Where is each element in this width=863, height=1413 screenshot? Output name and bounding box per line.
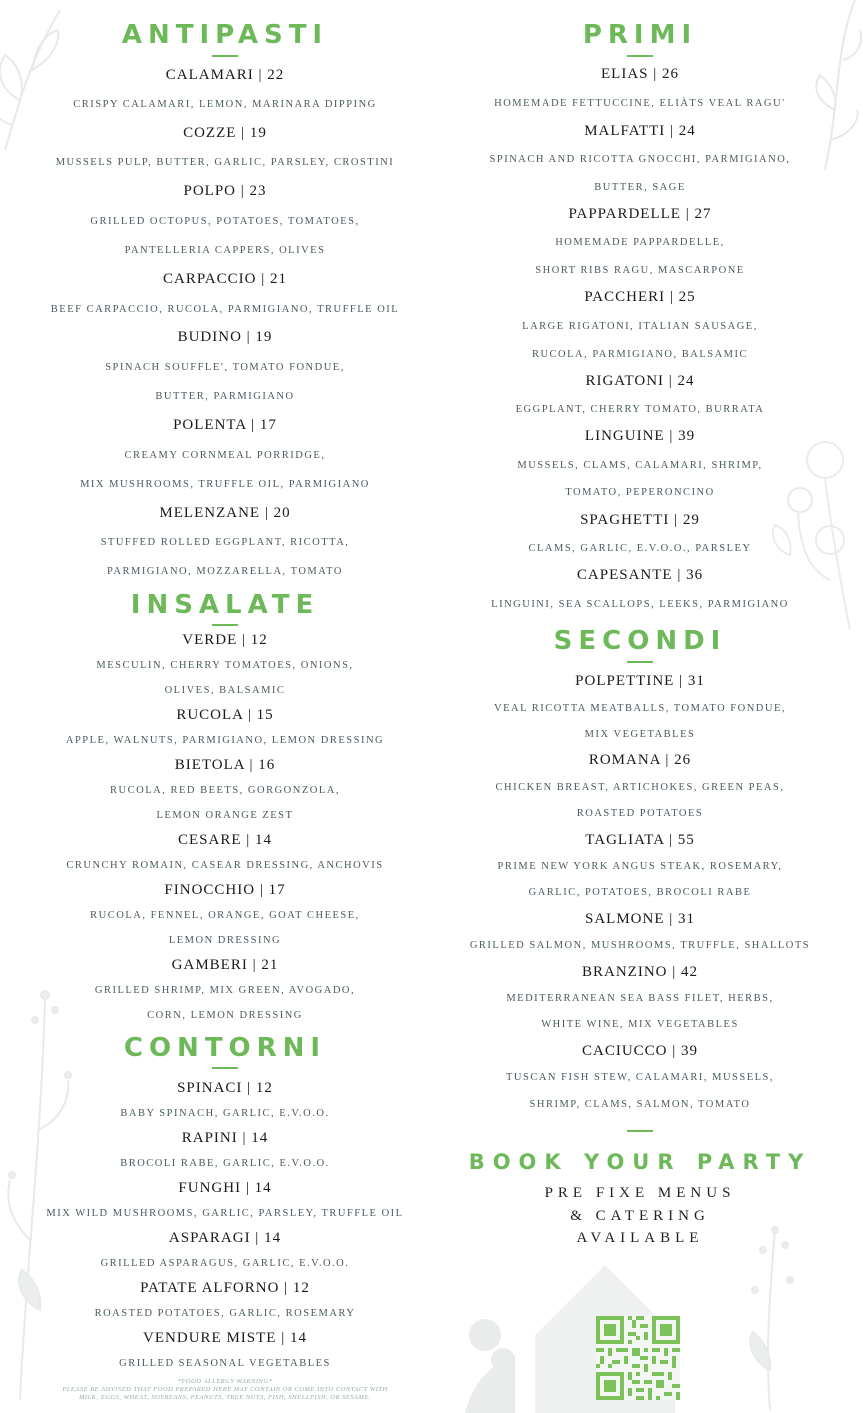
section-divider [212, 1067, 238, 1069]
menu-item-desc: VEAL RICOTTA MEATBALLS, TOMATO FONDUE, [493, 703, 787, 714]
menu-item-desc: GRILLED SALMON, MUSHROOMS, TRUFFLE, SHALLOTS [469, 940, 811, 951]
menu-item-desc: PRIME NEW YORK ANGUS STEAK, ROSEMARY, [497, 861, 783, 872]
menu-item-name: POLPO | 23 [183, 183, 267, 199]
menu-item-desc: ROASTED POTATOES, GARLIC, ROSEMARY [94, 1308, 356, 1319]
menu-item-name: POLENTA | 17 [173, 417, 277, 433]
menu-item-desc: CRISPY CALAMARI, LEMON, MARINARA DIPPING [73, 99, 377, 110]
menu-item-name: SPAGHETTI | 29 [580, 512, 700, 528]
menu-item-desc: LINGUINI, SEA SCALLOPS, LEEKS, PARMIGIANO [491, 599, 789, 610]
menu-item-name: SALMONE | 31 [584, 911, 695, 927]
menu-item-desc: CHICKEN BREAST, ARTICHOKES, GREEN PEAS, [495, 782, 785, 793]
menu-item-desc: BUTTER, SAGE [594, 182, 686, 193]
menu-item-desc: CORN, LEMON DRESSING [147, 1010, 303, 1021]
menu-item-desc: GRILLED OCTOPUS, POTATOES, TOMATOES, [90, 216, 360, 227]
menu-item-desc: MUSSELS PULP, BUTTER, GARLIC, PARSLEY, CROSTINI [55, 157, 395, 168]
menu-item-name: ELIAS | 26 [601, 66, 679, 82]
menu-item-desc: BUTTER, PARMIGIANO [155, 391, 295, 402]
menu-item-desc: SHRIMP, CLAMS, SALMON, TOMATO [529, 1099, 751, 1110]
menu-item-desc: GARLIC, POTATOES, BROCOLI RABE [528, 887, 752, 898]
menu-item-desc: BEEF CARPACCIO, RUCOLA, PARMIGIANO, TRUFFLE OIL [50, 304, 400, 315]
primi-title: PRIMI [582, 20, 698, 50]
menu-item-desc: MIX WILD MUSHROOMS, GARLIC, PARSLEY, TRUFFLE OIL [46, 1208, 404, 1219]
menu-item-name: BRANZINO | 42 [581, 964, 698, 980]
menu-item-name: CESARE | 14 [177, 832, 272, 848]
menu-item-desc: STUFFED ROLLED EGGPLANT, RICOTTA, [100, 537, 350, 548]
menu-item-name: CAPESANTE | 36 [576, 567, 704, 583]
menu-item-desc: MESCULIN, CHERRY TOMATOES, ONIONS, [96, 660, 354, 671]
menu-item-desc: MEDITERRANEAN SEA BASS FILET, HERBS, [506, 993, 774, 1004]
menu-item-desc: TOMATO, PEPERONCINO [565, 487, 715, 498]
menu-item-name: LINGUINE | 39 [584, 428, 696, 444]
menu-item-name: MALFATTI | 24 [584, 123, 696, 139]
menu-item-name: ROMANA | 26 [588, 752, 692, 768]
menu-item-desc: SPINACH AND RICOTTA GNOCCHI, PARMIGIANO, [489, 154, 791, 165]
menu-item-name: TAGLIATA | 55 [585, 832, 695, 848]
menu-item-desc: WHITE WINE, MIX VEGETABLES [541, 1019, 739, 1030]
menu-item-desc: CLAMS, GARLIC, E.V.O.O., PARSLEY [528, 543, 752, 554]
menu-item-desc: LEMON ORANGE ZEST [156, 810, 294, 821]
menu-item-desc: SHORT RIBS RAGU, MASCARPONE [535, 265, 745, 276]
booking-line: AVAILABLE [576, 1230, 704, 1246]
menu-item-name: GAMBERI | 21 [171, 957, 279, 973]
book-party-title: BOOK YOUR PARTY [468, 1150, 812, 1174]
menu-item-desc: CRUNCHY ROMAIN, CASEAR DRESSING, ANCHOVIS [66, 860, 384, 871]
menu-item-desc: HOMEMADE PAPPARDELLE, [555, 237, 725, 248]
insalate-title: INSALATE [130, 590, 320, 620]
menu-item-desc: OLIVES, BALSAMIC [164, 685, 286, 696]
menu-item-name: FUNGHI | 14 [178, 1180, 272, 1196]
menu-item-desc: RUCOLA, FENNEL, ORANGE, GOAT CHEESE, [90, 910, 360, 921]
menu-item-name: PACCHERI | 25 [584, 289, 696, 305]
booking-line: & CATERING [570, 1208, 710, 1224]
menu-item-desc: SPINACH SOUFFLE′, TOMATO FONDUE, [105, 362, 345, 373]
qr-code-icon[interactable] [596, 1316, 680, 1400]
menu-item-name: CARPACCIO | 21 [163, 271, 287, 287]
menu-item-name: SPINACI | 12 [177, 1080, 273, 1096]
section-divider [627, 1130, 653, 1132]
menu-item-desc: HOMEMADE FETTUCCINE, ELIÀTS VEAL RAGU′ [494, 98, 786, 109]
menu-item-desc: MIX VEGETABLES [584, 729, 696, 740]
menu-item-desc: RUCOLA, PARMIGIANO, BALSAMIC [531, 349, 749, 360]
menu-item-name: CALAMARI | 22 [165, 67, 285, 83]
menu-item-desc: BABY SPINACH, GARLIC, E.V.O.O. [120, 1108, 330, 1119]
menu-item-name: PAPPARDELLE | 27 [568, 206, 712, 222]
menu-item-desc: GRILLED SHRIMP, MIX GREEN, AVOGADO, [94, 985, 356, 996]
section-divider [212, 624, 238, 626]
booking-line: PRE FIXE MENUS [544, 1185, 736, 1201]
menu-item-name: VENDURE MISTE | 14 [143, 1330, 307, 1346]
menu-item-desc: LARGE RIGATONI, ITALIAN SAUSAGE, [522, 321, 758, 332]
menu-item-name: VERDE | 12 [182, 632, 268, 648]
menu-item-desc: EGGPLANT, CHERRY TOMATO, BURRATA [515, 404, 765, 415]
menu-item-name: PATATE ALFORNO | 12 [140, 1280, 310, 1296]
menu-item-desc: ROASTED POTATOES [576, 808, 704, 819]
floral-decoration-icon [735, 1220, 805, 1410]
menu-item-desc: MIX MUSHROOMS, TRUFFLE OIL, PARMIGIANO [80, 479, 370, 490]
menu-item-desc: GRILLED SEASONAL VEGETABLES [119, 1358, 331, 1369]
menu-item-name: POLPETTINE | 31 [575, 673, 705, 689]
allergy-warning-title: *FOOD ALLERGY WARNING* [177, 1378, 273, 1385]
antipasti-title: ANTIPASTI [121, 20, 329, 50]
menu-item-name: ASPARAGI | 14 [168, 1230, 282, 1246]
menu-item-desc: PANTELLERIA CAPPERS, OLIVES [124, 245, 326, 256]
contorni-title: CONTORNI [123, 1033, 327, 1063]
menu-item-name: RAPINI | 14 [181, 1130, 269, 1146]
menu-item-desc: BROCOLI RABE, GARLIC, E.V.O.O. [120, 1158, 330, 1169]
menu-item-desc: PARMIGIANO, MOZZARELLA, TOMATO [107, 566, 343, 577]
section-divider [627, 55, 653, 57]
allergy-warning-line: MILK, EGGS, WHEAT, SOYBEANS, PEANUTS, TREE NUTS, FISH, SHELLFISH, OR SESAME. [78, 1394, 372, 1401]
menu-item-desc: RUCOLA, RED BEETS, GORGONZOLA, [110, 785, 340, 796]
menu-item-name: BUDINO | 19 [177, 329, 273, 345]
menu-item-name: BIETOLA | 16 [174, 757, 276, 773]
menu-item-name: RIGATONI | 24 [585, 373, 695, 389]
menu-item-desc: GRILLED ASPARAGUS, GARLIC, E.V.O.O. [100, 1258, 350, 1269]
section-divider [627, 661, 653, 663]
menu-item-name: FINOCCHIO | 17 [164, 882, 286, 898]
section-divider [212, 55, 238, 57]
menu-item-name: COZZE | 19 [183, 125, 267, 141]
menu-item-name: RUCOLA | 15 [176, 707, 274, 723]
menu-item-desc: CREAMY CORNMEAL PORRIDGE, [124, 450, 326, 461]
menu-item-name: MELENZANE | 20 [159, 505, 291, 521]
menu-item-desc: LEMON DRESSING [168, 935, 282, 946]
menu-item-desc: APPLE, WALNUTS, PARMIGIANO, LEMON DRESSING [65, 735, 385, 746]
secondi-title: SECONDI [553, 626, 727, 656]
allergy-warning-line: PLEASE BE ADVISED THAT FOOD PREPARED HERE MAY CONTAIN OR COME INTO CONTACT WITH [62, 1386, 388, 1393]
menu-item-desc: TUSCAN FISH STEW, CALAMARI, MUSSELS, [505, 1072, 775, 1083]
menu-item-name: CACIUCCO | 39 [581, 1043, 698, 1059]
menu-item-desc: MUSSELS, CLAMS, CALAMARI, SHRIMP, [517, 460, 763, 471]
